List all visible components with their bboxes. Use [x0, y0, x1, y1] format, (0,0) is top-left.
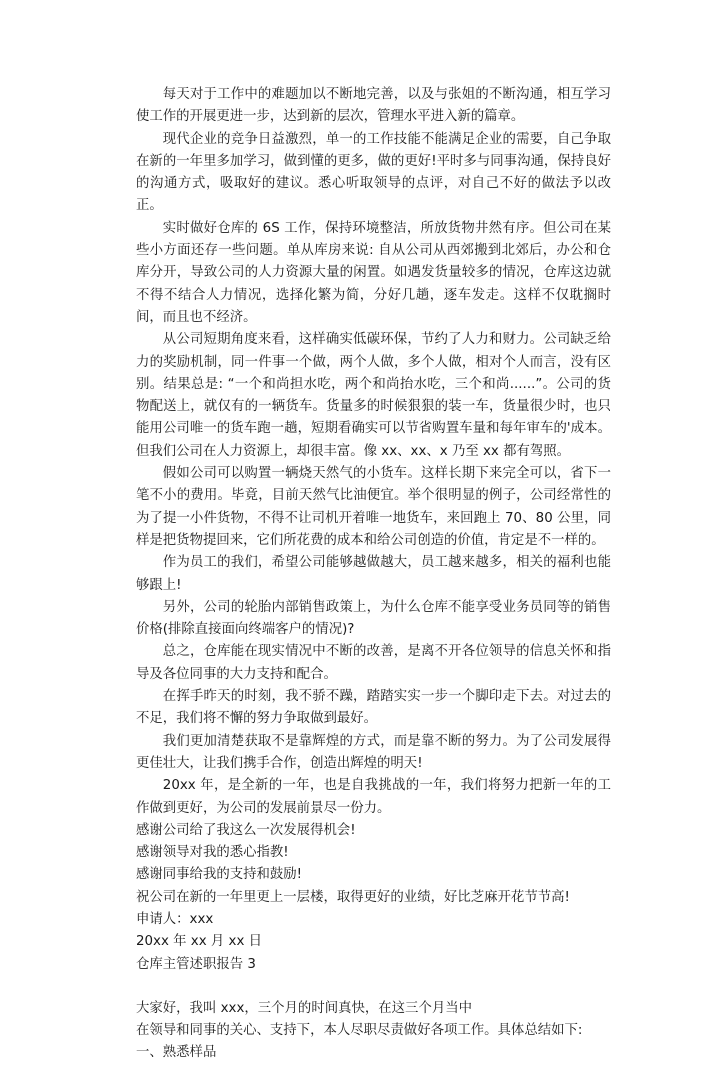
closing-line: 祝公司在新的一年里更上一层楼，取得更好的业绩，好比芝麻开花节节高!: [136, 889, 570, 905]
spacer: [136, 976, 611, 998]
date-line: 20xx 年 xx 月 xx 日: [136, 934, 263, 950]
closing-line: 感谢公司给了我这么一次发展得机会!: [136, 822, 356, 838]
paragraph: 我们更加清楚获取不是靠辉煌的方式，而是靠不断的努力。为了公司发展得更佳壮大，让我们携手合作，创造出辉煌的明天!: [136, 733, 611, 771]
paragraph: 在挥手昨天的时刻，我不骄不躁，踏踏实实一步一个脚印走下去。对过去的不足，我们将不懈的努力争取做到最好。: [136, 689, 611, 727]
summary-intro-line: 在领导和同事的关心、支持下，本人尽职尽责做好各项工作。具体总结如下:: [136, 1023, 583, 1039]
closing-line: 感谢同事给我的支持和鼓励!: [136, 867, 303, 883]
section-heading: 一、熟悉样品: [136, 1045, 217, 1061]
applicant-line: 申请人：xxx: [136, 911, 214, 927]
paragraph: 每天对于工作中的难题加以不断地完善，以及与张姐的不断沟通，相互学习使工作的开展更进一步，达到新的层次，管理水平进入新的篇章。: [136, 87, 611, 125]
paragraph: 20xx 年，是全新的一年，也是自我挑战的一年，我们将努力把新一年的工作做到更好，为公司的发展前景尽一份力。: [136, 778, 611, 816]
report-title: 仓库主管述职报告 3: [136, 956, 256, 972]
paragraph: 总之，仓库能在现实情况中不断的改善，是离不开各位领导的信息关怀和指导及各位同事的大力支持和配合。: [136, 644, 611, 682]
paragraph: 作为员工的我们，希望公司能够越做越大，员工越来越多，相关的福利也能够跟上!: [136, 555, 611, 593]
paragraph: 假如公司可以购置一辆烧天然气的小货车。这样长期下来完全可以，省下一笔不小的费用。毕竟，目前天然气比油便宜。举个很明显的例子，公司经常性的为了提一小件货物，不得不让司机开着唯一地货车，来回跑上 70、80 公里，同样是把货物提回来，它们所花费的成本和给公司创造的价值，肯定是不一样的。: [136, 466, 611, 548]
paragraph: 实时做好仓库的 6S 工作，保持环境整洁，所放货物井然有序。但公司在某些小方面还存一些问题。单从库房来说: 自从公司从西郊搬到北郊后，办公和仓库分开，导致公司的人力资源大量的闲置。如遇发货量较多的情况，仓库这边就不得不结合人力情况，选择化繁为简，分好几趟，逐车发走。这样不仅耽搁时间，而且也不经济。: [136, 220, 611, 325]
greeting-line: 大家好，我叫 xxx，三个月的时间真快，在这三个月当中: [136, 1000, 473, 1016]
paragraph: 另外，公司的轮胎内部销售政策上，为什么仓库不能享受业务员同等的销售价格(排除直接面向终端客户的情况)?: [136, 599, 611, 638]
closing-line: 感谢领导对我的悉心指教!: [136, 845, 289, 861]
paragraph: 从公司短期角度来看，这样确实低碳环保，节约了人力和财力。公司缺乏给力的奖励机制，同一件事一个做，两个人做，多个人做，相对个人而言，没有区别。结果总是: “一个和尚担水吃，两个和尚抬水吃，三个和尚......”。公司的货物配送上，就仅有的一辆货车。货量多的时候狠狠的装一车，货量很少时，也只能用公司唯一的货车跑一趟，短期看确实可以节省购置车量和每年审车的'成本。但我们公司在人力资源上，却很丰富。像 xx、xx、x 乃至 xx 都有驾照。: [136, 332, 611, 459]
document-body: [136, 84, 611, 1065]
paragraph: 现代企业的竞争日益激烈，单一的工作技能不能满足企业的需要，自己争取在新的一年里多加学习，做到懂的更多，做的更好!平时多与同事沟通，保持良好的沟通方式，吸取好的建议。悉心听取领导的点评，对自己不好的做法予以改正。: [136, 131, 611, 214]
